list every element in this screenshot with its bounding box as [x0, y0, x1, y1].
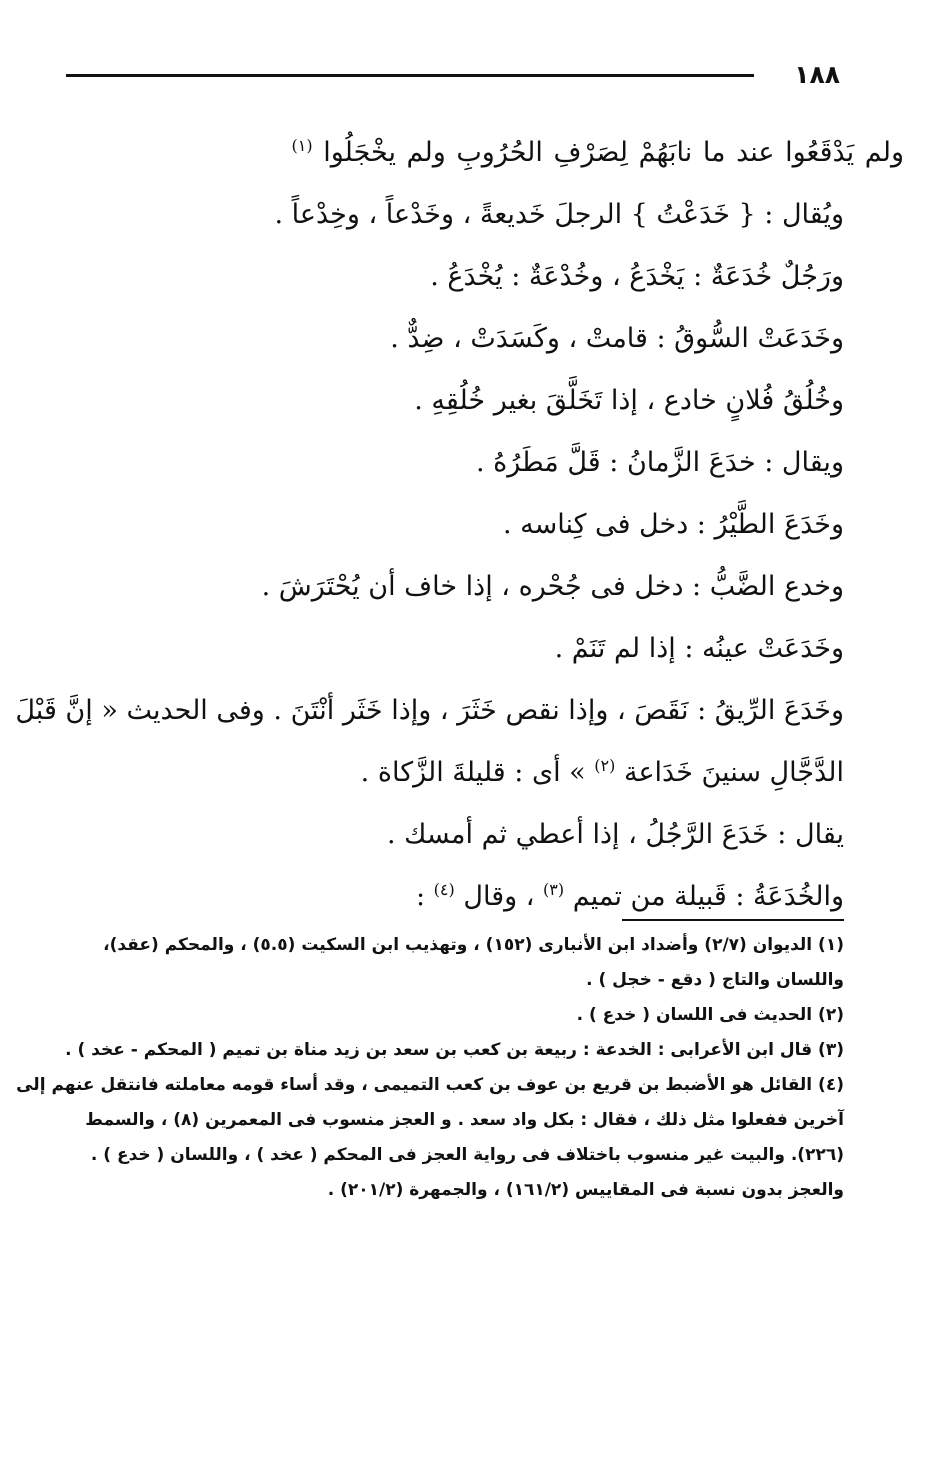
text-line: يقال : خَدَعَ الرَّجُلُ ، إذا أعطي ثم أمسك .	[387, 819, 844, 850]
text-line: ولم يَدْقَعُوا عند ما نابَهُمْ لِصَرْفِ الحُرُوبِ ولم يخْجَلُوا	[323, 137, 904, 168]
footnotes	[16, 928, 844, 1208]
footnote-ref: (٢)	[594, 756, 616, 775]
text-line: والخُدَعَةُ : قَبيلة من تميم	[572, 881, 844, 912]
text-line: ويُقال : { خَدَعْتُ } الرجلَ خَديعةً ، وخَدْعاً ، وخِدْعاً .	[274, 199, 844, 230]
footnote-line: (٣) قال ابن الأعرابى : الخدعة : ربيعة بن كعب بن سعد بن زيد مناة بن تميم ( المحكم - عخد ) .	[65, 1040, 844, 1060]
footnote-line: (٢) الحديث فى اللسان ( خدع ) .	[576, 1005, 844, 1025]
text-line: وخَدَعَتْ السُّوقُ : قامتْ ، وكَسَدَتْ ، ضِدٌّ .	[390, 323, 844, 354]
footnote-line: (١) الديوان (٢/٧) وأضداد ابن الأنبارى (١٥٢) ، وتهذيب ابن السكيت (٥.٥) ، والمحكم (عقد)،	[103, 935, 844, 955]
footnote-separator	[622, 919, 844, 921]
text-line: وخَدَعَ الطَّيْرُ : دخل فى كِناسه .	[502, 509, 844, 540]
footnote-ref: (٤)	[433, 880, 455, 899]
text-line: وخدع الضَّبُّ : دخل فى جُحْره ، إذا خاف أن يُحْتَرَشَ .	[261, 571, 844, 602]
text-line: وخُلُقُ فُلانٍ خادع ، إذا تَخَلَّقَ بغير خُلُقِهِ .	[414, 385, 844, 416]
verse-line	[54, 122, 904, 184]
text-line: وخَدَعَتْ عينُه : إذا لم تَنَمْ .	[554, 633, 844, 664]
footnote-line: (٤) القائل هو الأضبط بن قريع بن عوف بن كعب التميمى ، وقد أساء قومه معاملته فانتقل عنهم إلى	[16, 1075, 844, 1095]
footnote-line: (٢٢٦). والبيت غير منسوب باختلاف فى رواية العجز فى المحكم ( عخد ) ، واللسان ( خدع ) .	[90, 1145, 844, 1165]
footnote-ref: (١)	[291, 136, 313, 155]
footnote-ref: (٣)	[543, 880, 565, 899]
page-number: ١٨٨	[794, 60, 840, 89]
footnote-line: واللسان والتاج ( دقع - خجل ) .	[586, 970, 844, 990]
footnote-line: آخرين ففعلوا مثل ذلك ، فقال : بكل واد سعد . و العجز منسوب فى المعمرين (٨) ، والسمط	[85, 1110, 844, 1130]
text-line: ويقال : خدَعَ الزَّمانُ : قَلَّ مَطَرُهُ .	[475, 447, 844, 478]
text-line: ، وقال	[463, 881, 535, 912]
text-line: الدَّجَّالِ سنينَ خَدَاعة	[623, 757, 844, 788]
header-rule	[66, 74, 754, 77]
text-line: وخَدَعَ الرِّيقُ : نَقَصَ ، وإذا نقص خَثَرَ ، وإذا خَثَر أنْتَنَ . وفى الحديث « إنَّ قَبْلَ	[15, 695, 844, 726]
footnote-line: والعجز بدون نسبة فى المقاييس (١٦١/٢) ، والجمهرة (٢٠١/٢) .	[327, 1180, 844, 1200]
text-line-with-ref	[54, 742, 844, 804]
text-line: :	[415, 881, 426, 912]
page-header	[60, 58, 840, 92]
main-text	[15, 122, 904, 928]
text-line: » أى : قليلةَ الزَّكاة .	[360, 757, 586, 788]
text-line: ورَجُلٌ خُدَعَةٌ : يَخْدَعُ ، وخُدْعَةٌ : يُخْدَعُ .	[430, 261, 844, 292]
